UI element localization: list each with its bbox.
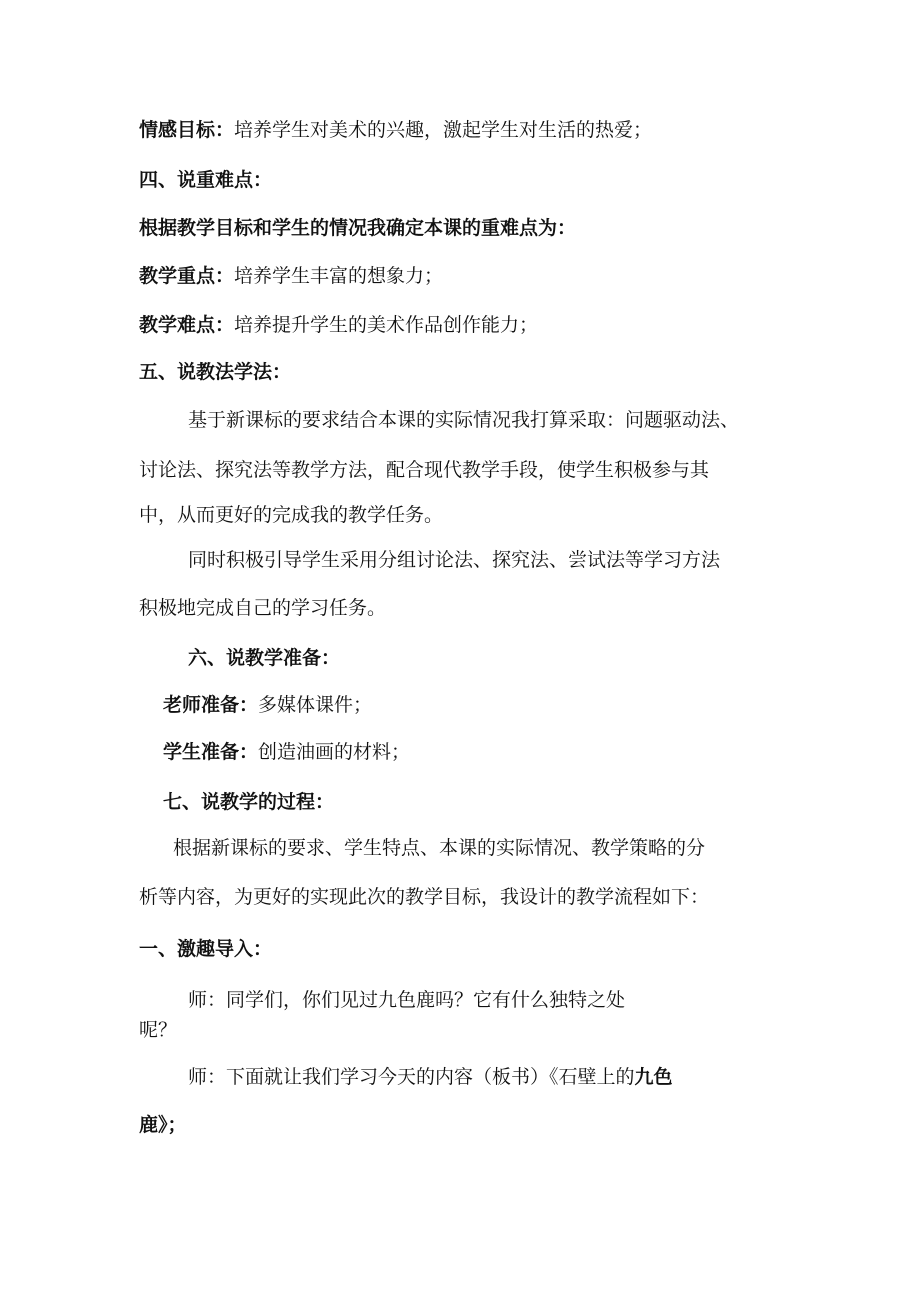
student-prep-text: 创造油画的材料； (258, 741, 411, 763)
question-2-line-1 (188, 1062, 673, 1092)
teaching-focus-text: 培养学生丰富的想象力； (234, 265, 444, 287)
section-7-heading: 七、说教学的过程： (163, 791, 335, 813)
section-6-heading: 六、说教学准备： (188, 647, 341, 669)
methods-para-line-1: 基于新课标的要求结合本课的实际情况我打算采取：问题驱动法、 (188, 409, 740, 431)
key-points-intro: 根据教学目标和学生的情况我确定本课的重难点为： (139, 217, 577, 239)
emotion-goal-line (139, 115, 652, 145)
question-2-line-2: 鹿》； (139, 1114, 187, 1136)
student-prep-label: 学生准备： (163, 741, 259, 763)
question-1-line-2: 呢？ (139, 1019, 178, 1041)
question-2-bold-text: 九色 (634, 1066, 673, 1088)
teacher-prep-text: 多媒体课件； (258, 694, 373, 716)
learning-para-line-2: 积极地完成自己的学习任务。 (139, 597, 387, 619)
emotion-goal-label: 情感目标： (139, 119, 235, 141)
process-para-line-2: 析等内容，为更好的实现此次的教学目标，我设计的教学流程如下： (139, 886, 710, 908)
teaching-focus-label: 教学重点： (139, 265, 235, 287)
process-para-line-1: 根据新课标的要求、学生特点、本课的实际情况、教学策略的分 (173, 837, 706, 859)
teacher-prep-label: 老师准备： (163, 694, 259, 716)
methods-para-line-2: 讨论法、探究法等教学方法，配合现代教学手段，使学生积极参与其 (139, 459, 710, 481)
teaching-difficulty-line (139, 310, 538, 340)
question-1-line-1: 师：同学们，你们见过九色鹿吗？它有什么独特之处 (188, 989, 626, 1011)
section-5-heading: 五、说教法学法： (139, 361, 292, 383)
teaching-difficulty-label: 教学难点： (139, 314, 235, 336)
emotion-goal-text: 培养学生对美术的兴趣，激起学生对生活的热爱； (234, 119, 653, 141)
teaching-difficulty-text: 培养提升学生的美术作品创作能力； (234, 314, 539, 336)
teaching-focus-line (139, 261, 443, 291)
section-4-heading: 四、说重难点： (139, 169, 273, 191)
sub-heading-intro: 一、激趣导入： (139, 938, 273, 960)
student-prep-line (163, 737, 410, 767)
question-2-text: 师：下面就让我们学习今天的内容（板书）《石壁上的 (188, 1066, 635, 1088)
learning-para-line-1: 同时积极引导学生采用分组讨论法、探究法、尝试法等学习方法 (188, 549, 721, 571)
teacher-prep-line (163, 690, 372, 720)
methods-para-line-3: 中，从而更好的完成我的教学任务。 (139, 504, 444, 526)
